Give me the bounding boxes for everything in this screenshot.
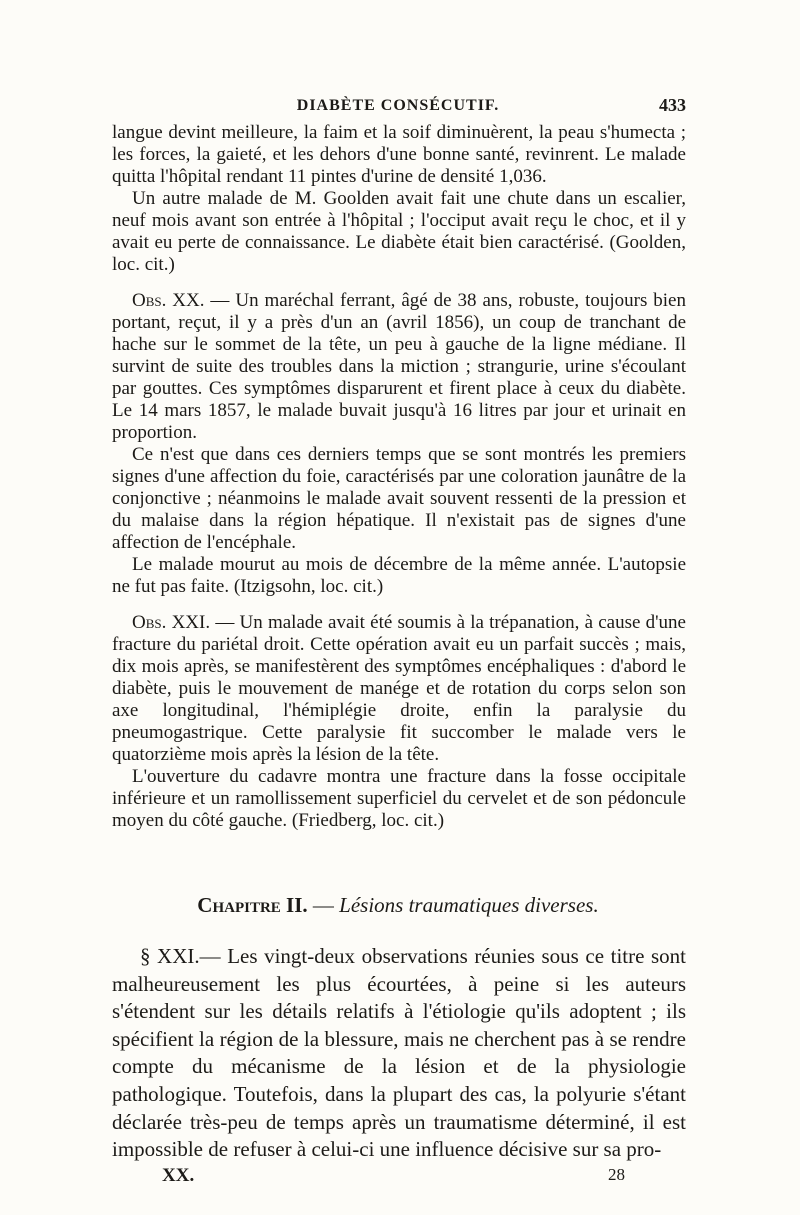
observation-21-text: — Un malade avait été soumis à la trépanation, à cause d'une fracture du pariétal droit. Cette opération avait eu un parfait succès ; mais, dix mois après, se manifestèrent des symptômes encéphaliques : d'abord le diabète, puis le mouvement de manége et de rotation du corps selon son axe longitudinal, l'hémiplégie droite, enfin la paralysie du pneumogastrique. Cette paralysie fit succomber le malade vers le quatorzième mois après la lésion de la tête.: [112, 612, 686, 765]
signature-mark: XX.: [162, 1165, 195, 1186]
chapter-dash: —: [307, 893, 340, 917]
observation-20: [112, 290, 686, 444]
section-body: [112, 943, 686, 1164]
section-paragraph: § XXI.— Les vingt-deux observations réunies sous ce titre sont malheureusement les plus écourtées, à peine si les auteurs s'étendent sur les détails relatifs à l'étiologie qu'ils adoptent ; ils spécifient la région de la blessure, mais ne cherchent pas à se rendre compte du mécanisme de la lésion et de la physiologie pathologique. Toutefois, dans la plupart des cas, la polyurie s'étant déclarée très-peu de temps après un traumatisme déterminé, il est impossible de refuser à celui-ci une influence décisive sur sa pro-: [112, 944, 686, 1162]
observation-21: [112, 612, 686, 766]
paragraph-5: Le malade mourut au mois de décembre de la même année. L'autopsie ne fut pas faite. (Itzigsohn, loc. cit.): [112, 554, 686, 597]
chapter-label: Chapitre II.: [197, 893, 308, 917]
running-title: DIABÈTE CONSÉCUTIF.: [296, 97, 500, 114]
page-number: 433: [659, 95, 686, 115]
paragraph-2: Un autre malade de M. Goolden avait fait une chute dans un escalier, neuf mois avant son entrée à l'hôpital ; l'occiput avait reçu le choc, et il y avait eu perte de connaissance. Le diabète était bien caractérisé. (Goolden, loc. cit.): [112, 188, 686, 275]
observation-20-label: Obs. XX.: [132, 290, 205, 311]
paragraph-7: L'ouverture du cadavre montra une fracture dans la fosse occipitale inférieure et un ramollissement superficiel du cervelet et de son pédoncule moyen du côté gauche. (Friedberg, loc. cit.): [112, 766, 686, 831]
chapter-heading: [110, 893, 686, 918]
paragraph-4: Ce n'est que dans ces derniers temps que se sont montrés les premiers signes d'une affection du foie, caractérisés par une coloration jaunâtre de la conjonctive ; néanmoins le malade avait souvent ressenti de la pression et du malaise dans la région hépatique. Il n'existait pas de signes d'une affection de l'encéphale.: [112, 444, 686, 553]
body-text: [112, 122, 686, 832]
observation-20-text: — Un maréchal ferrant, âgé de 38 ans, robuste, toujours bien portant, reçut, il y a près d'un an (avril 1856), un coup de tranchant de hache sur le sommet de la tête, un peu à gauche de la ligne médiane. Il survint de suite des troubles dans la miction ; strangurie, urine s'écoulant par gouttes. Ces symptômes disparurent et firent place à ceux du diabète. Le 14 mars 1857, le malade buvait jusqu'à 16 litres par jour et urinait en proportion.: [112, 290, 686, 443]
chapter-subtitle: Lésions traumatiques diverses.: [339, 893, 599, 917]
folio-number: 28: [608, 1165, 625, 1184]
paragraph-1: langue devint meilleure, la faim et la soif diminuèrent, la peau s'humecta ; les forces, la gaieté, et les dehors d'une bonne santé, revinrent. Le malade quitta l'hôpital rendant 11 pintes d'urine de densité 1,036.: [112, 122, 686, 187]
observation-21-label: Obs. XXI.: [132, 612, 211, 633]
